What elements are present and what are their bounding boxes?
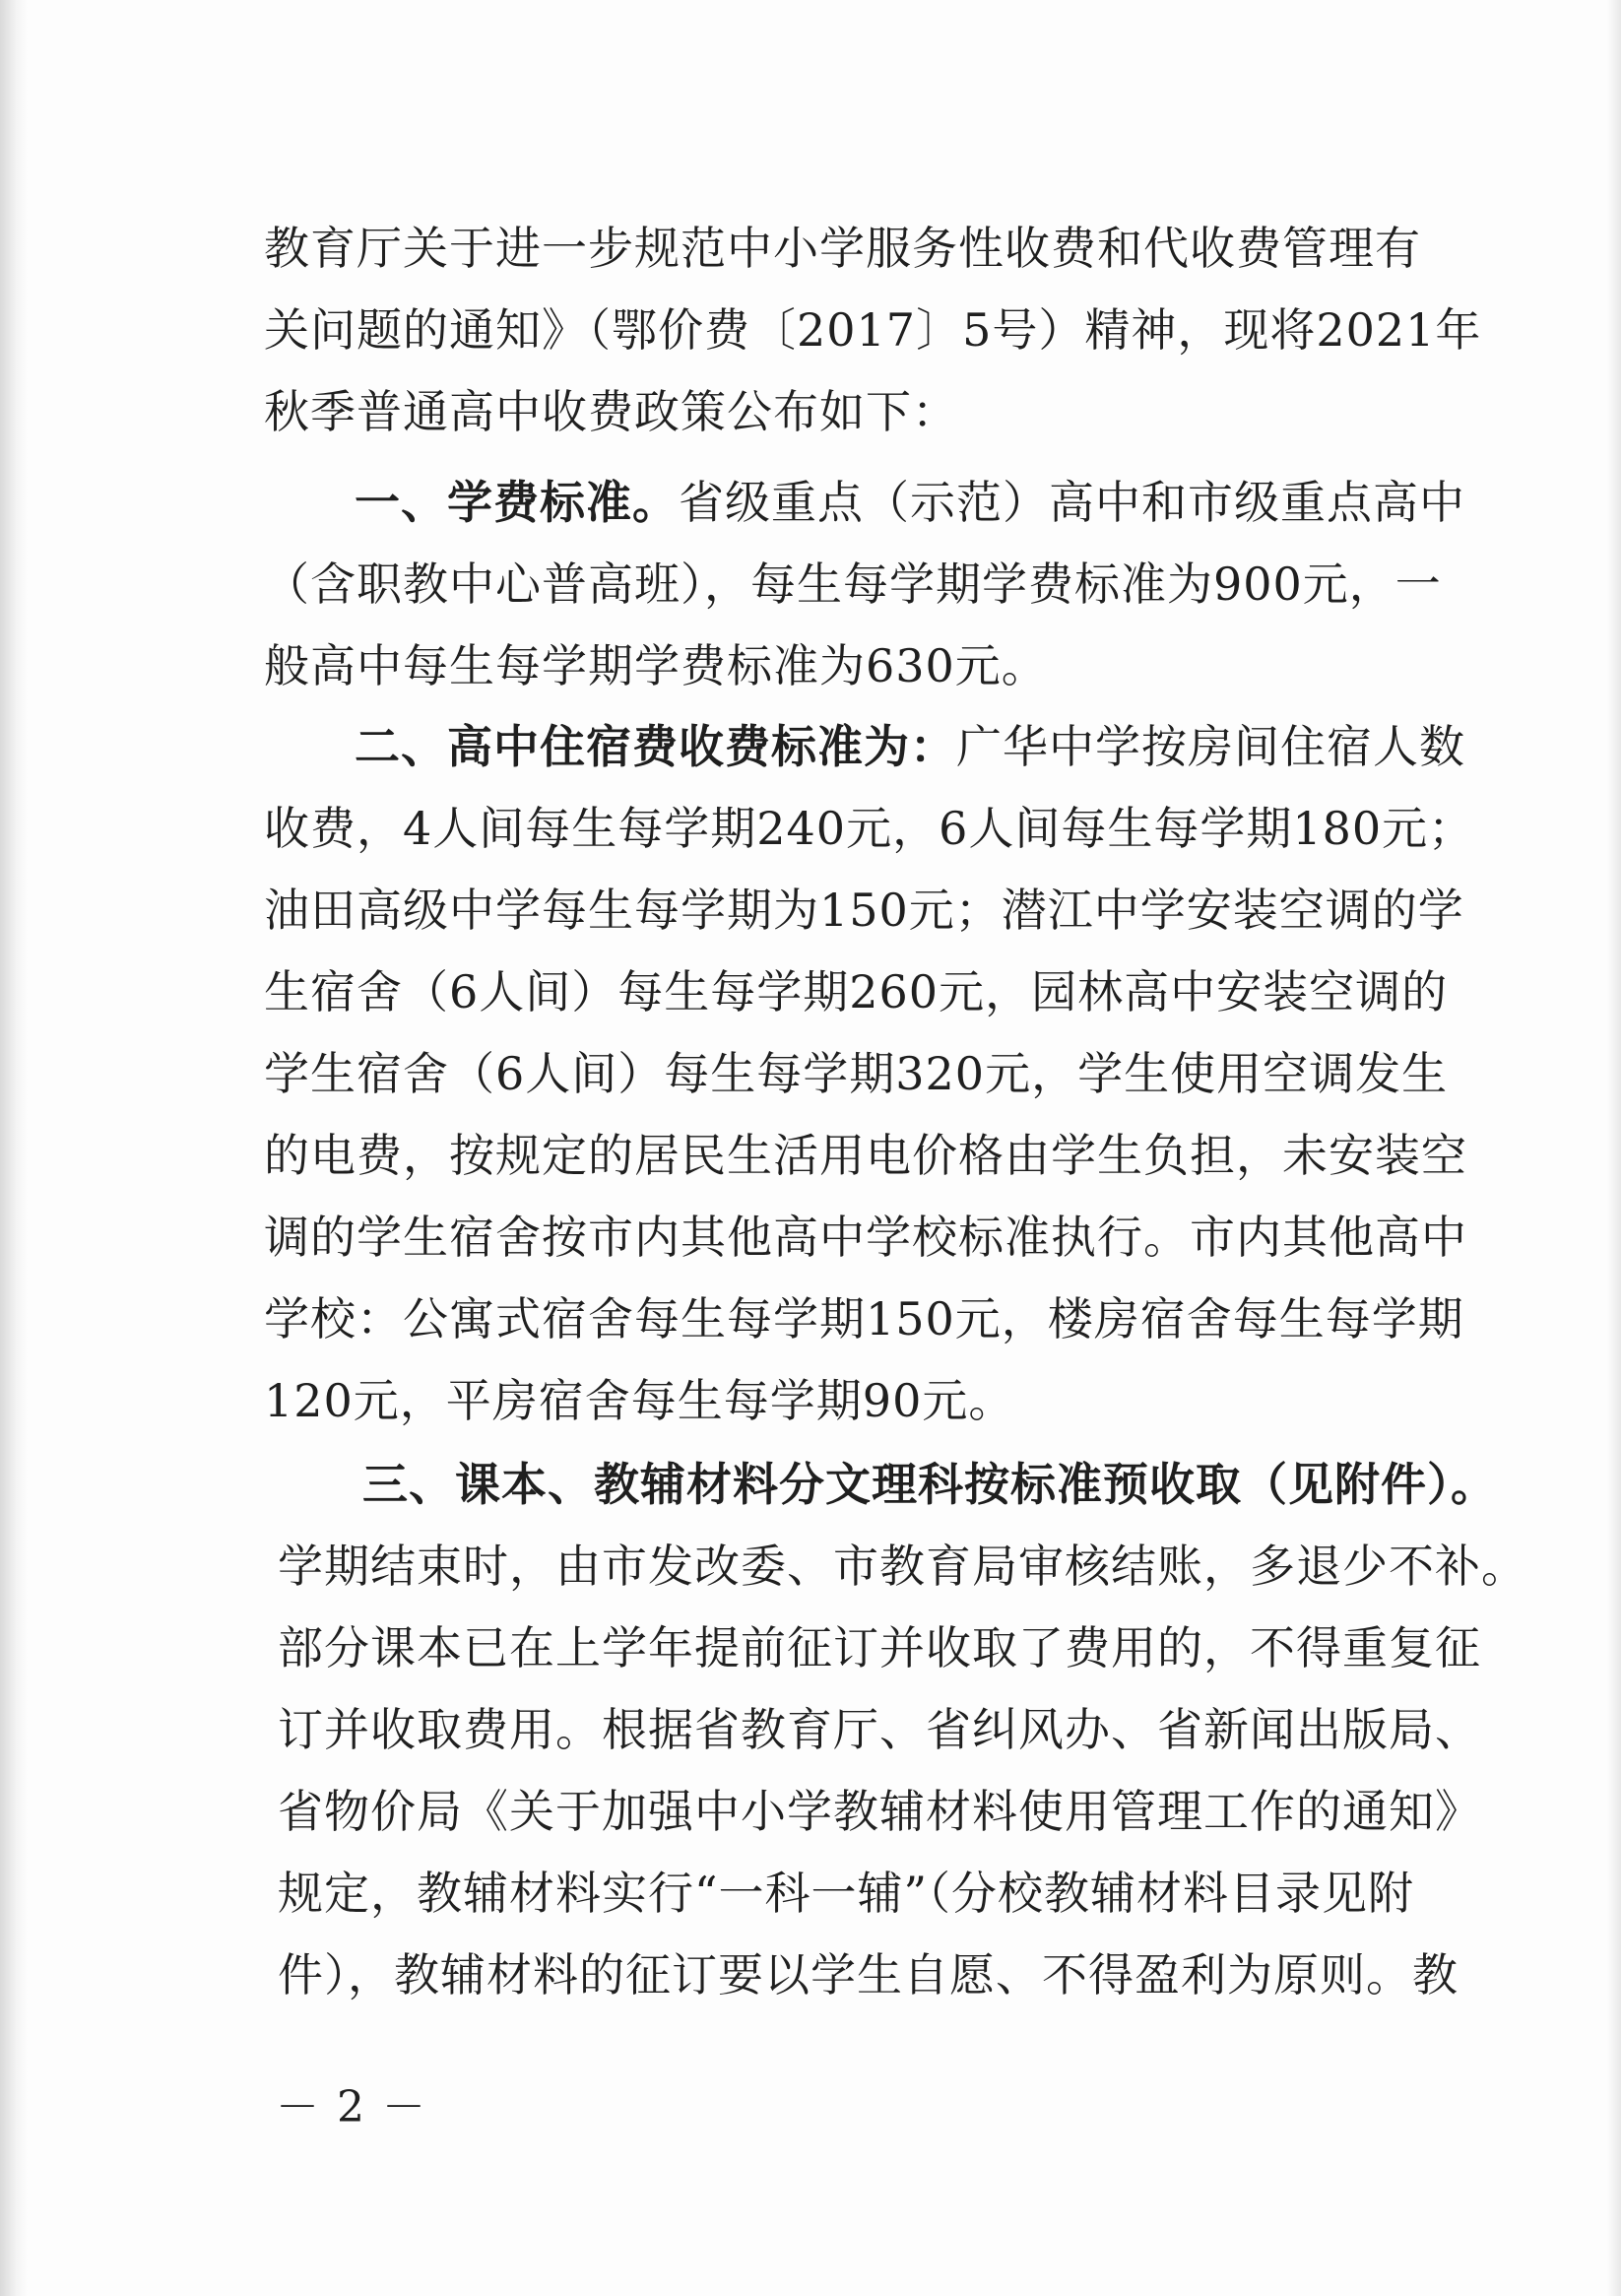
section-3-line-1 [362,1455,1497,1514]
scan-right-edge [1607,0,1621,2296]
section-3-line-5: 省物价局《关于加强中小学教辅材料使用管理工作的通知》 [278,1785,1481,1838]
section-2-line-5: 学生宿舍（6人间）每生每学期320元，学生使用空调发生 [264,1047,1449,1100]
section-2-line-2: 收费，4人间每生每学期240元，6人间每生每学期180元； [264,802,1475,855]
body-line-1: 教育厅关于进一步规范中小学服务性收费和代收费管理有 [264,222,1421,275]
section-3-line-3: 部分课本已在上学年提前征订并收取了费用的，不得重复征 [278,1621,1481,1674]
section-3-line-6: 规定，教辅材料实行“一科一辅”（分校教辅材料目录见附 [278,1867,1415,1920]
section-3-line-7: 件），教辅材料的征订要以学生自愿、不得盈利为原则。教 [278,1948,1459,2001]
section-1-line-2: （含职教中心普高班），每生每学期学费标准为900元，一 [264,558,1442,611]
section-1-heading: 一、学费标准。 [355,476,679,529]
scan-left-edge [0,0,28,2296]
section-3-line-4: 订并收取费用。根据省教育厅、省纠风办、省新闻出版局、 [278,1703,1481,1756]
section-2-line-1: 二、高中住宿费收费标准为：广华中学按房间住宿人数 [355,720,1465,773]
body-line-2: 关问题的通知》（鄂价费〔2017〕5号）精神，现将2021年 [264,303,1482,357]
section-2-line-8: 学校：公寓式宿舍每生每学期150元，楼房宿舍每生每学期 [264,1292,1464,1345]
section-3-line-2: 学期结束时，由市发改委、市教育局审核结账，多退少不补。 [278,1540,1527,1593]
section-2-line-7: 调的学生宿舍按市内其他高中学校标准执行。市内其他高中 [264,1211,1467,1264]
section-1-line-3: 般高中每生每学期学费标准为630元。 [264,639,1048,692]
page-number: － 2 － [276,2082,427,2132]
body-line-3: 秋季普通高中收费政策公布如下： [264,385,958,438]
section-2-line-3: 油田高级中学每生每学期为150元；潜江中学安装空调的学 [264,884,1464,937]
section-2-line-9: 120元，平房宿舍每生每学期90元。 [264,1374,1015,1427]
section-1-line-1: 一、学费标准。省级重点（示范）高中和市级重点高中 [355,476,1465,529]
section-3-heading: 三、课本、教辅材料分文理科按标准预收取（见附件）。 [362,1458,1497,1511]
section-2-line-4: 生宿舍（6人间）每生每学期260元，园林高中安装空调的 [264,965,1449,1018]
section-2-line-6: 的电费，按规定的居民生活用电价格由学生负担，未安装空 [264,1129,1467,1182]
section-2-heading: 二、高中住宿费收费标准为： [355,720,956,773]
